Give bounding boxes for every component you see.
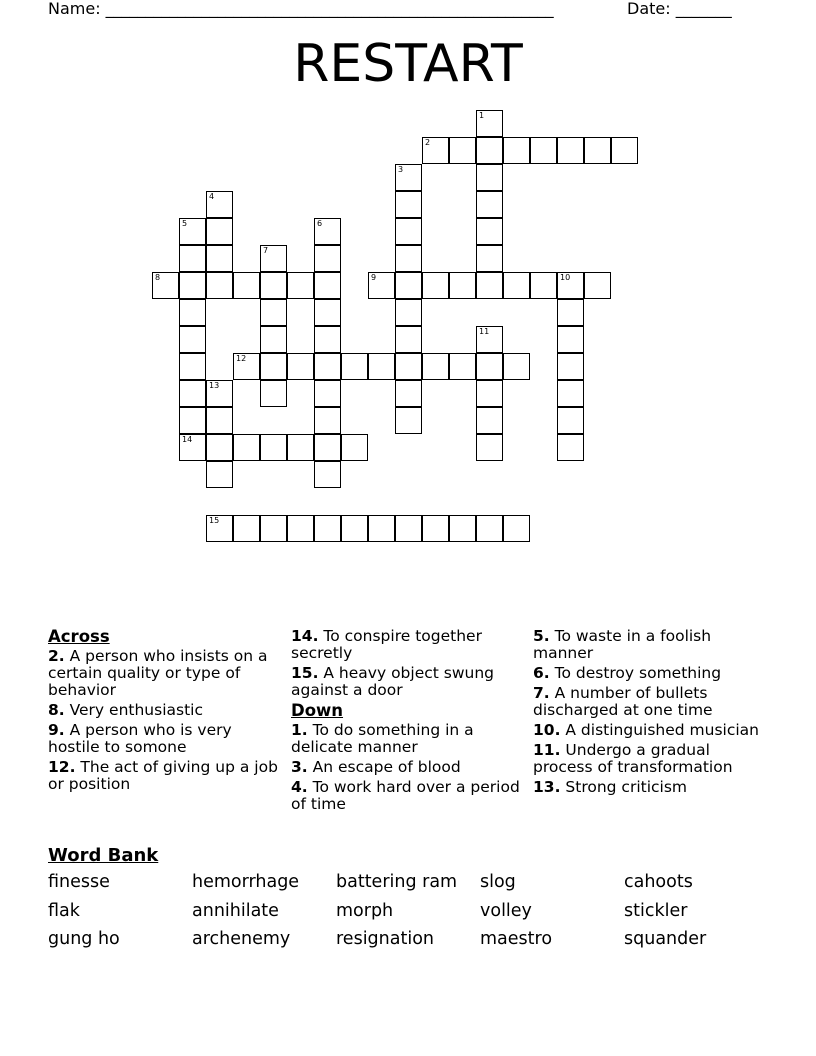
grid-cell: [503, 515, 530, 542]
grid-cell: [476, 137, 503, 164]
grid-cell: [422, 137, 449, 164]
grid-cell: [179, 380, 206, 407]
grid-cell: [260, 326, 287, 353]
clue-across-15: 15. A heavy object swung against a door: [291, 664, 494, 699]
grid-cell: [260, 299, 287, 326]
grid-cell: [395, 245, 422, 272]
clue-number: 10: [560, 273, 571, 282]
grid-cell: [476, 353, 503, 380]
grid-cell: [557, 380, 584, 407]
grid-cell: [449, 353, 476, 380]
word-bank-item: annihilate: [192, 901, 279, 921]
word-bank-item: hemorrhage: [192, 872, 300, 892]
clue-down-11: 11. Undergo a gradual process of transformation: [533, 741, 733, 776]
clue-across-12: 12. The act of giving up a job or position: [48, 758, 278, 793]
grid-cell: [179, 272, 206, 299]
across-heading: Across: [48, 627, 110, 646]
grid-cell: [341, 434, 368, 461]
grid-cell: [314, 299, 341, 326]
grid-cell: [314, 461, 341, 488]
clue-number: 1: [479, 111, 485, 120]
grid-cell: [314, 515, 341, 542]
grid-cell: [206, 461, 233, 488]
grid-cell: [368, 515, 395, 542]
word-bank-item: volley: [480, 901, 532, 921]
grid-cell: [314, 353, 341, 380]
grid-cell: [314, 272, 341, 299]
grid-cell: [206, 245, 233, 272]
grid-cell: [476, 110, 503, 137]
grid-cell: [395, 407, 422, 434]
grid-cell: [314, 434, 341, 461]
word-bank-item: archenemy: [192, 929, 291, 949]
grid-cell: [557, 137, 584, 164]
grid-cell: [341, 515, 368, 542]
grid-cell: [179, 353, 206, 380]
word-bank-title: Word Bank: [48, 845, 159, 866]
grid-cell: [260, 515, 287, 542]
grid-cell: [287, 434, 314, 461]
grid-cell: [503, 353, 530, 380]
clue-across-2: 2. A person who insists on a certain quality or type of behavior: [48, 647, 268, 699]
clue-down-1: 1. To do something in a delicate manner: [291, 721, 474, 756]
grid-cell: [287, 353, 314, 380]
grid-cell: [395, 191, 422, 218]
grid-cell: [476, 380, 503, 407]
clue-number: 3: [398, 165, 404, 174]
grid-cell: [341, 353, 368, 380]
grid-cell: [260, 245, 287, 272]
clue-number: 6: [317, 219, 323, 228]
word-bank-item: flak: [48, 901, 80, 921]
grid-cell: [449, 137, 476, 164]
grid-cell: [395, 326, 422, 353]
grid-cell: [233, 434, 260, 461]
grid-cell: [449, 515, 476, 542]
grid-cell: [476, 191, 503, 218]
grid-cell: [206, 407, 233, 434]
grid-cell: [476, 245, 503, 272]
grid-cell: [530, 137, 557, 164]
grid-cell: [395, 515, 422, 542]
word-bank-item: morph: [336, 901, 394, 921]
grid-cell: [503, 137, 530, 164]
grid-cell: [557, 353, 584, 380]
grid-cell: [314, 245, 341, 272]
clue-number: 11: [479, 327, 490, 336]
grid-cell: [152, 272, 179, 299]
date-field-label: Date: _______: [627, 0, 732, 18]
grid-cell: [206, 272, 233, 299]
grid-cell: [314, 218, 341, 245]
grid-cell: [287, 272, 314, 299]
grid-cell: [179, 407, 206, 434]
grid-cell: [476, 407, 503, 434]
word-bank-item: gung ho: [48, 929, 120, 949]
grid-cell: [557, 299, 584, 326]
word-bank-item: battering ram: [336, 872, 458, 892]
clue-number: 8: [155, 273, 161, 282]
grid-cell: [449, 272, 476, 299]
clue-across-14: 14. To conspire together secretly: [291, 627, 482, 662]
grid-cell: [233, 272, 260, 299]
clue-down-13: 13. Strong criticism: [533, 778, 688, 796]
grid-cell: [557, 434, 584, 461]
grid-cell: [314, 380, 341, 407]
grid-cell: [557, 407, 584, 434]
grid-cell: [206, 191, 233, 218]
grid-cell: [395, 164, 422, 191]
grid-cell: [395, 353, 422, 380]
grid-cell: [476, 272, 503, 299]
grid-cell: [557, 326, 584, 353]
grid-cell: [584, 137, 611, 164]
grid-cell: [584, 272, 611, 299]
grid-cell: [476, 515, 503, 542]
grid-cell: [287, 515, 314, 542]
grid-cell: [179, 434, 206, 461]
grid-cell: [314, 407, 341, 434]
grid-cell: [260, 353, 287, 380]
grid-cell: [179, 326, 206, 353]
word-bank-item: squander: [624, 929, 707, 949]
grid-cell: [179, 245, 206, 272]
clue-number: 4: [209, 192, 215, 201]
clue-number: 5: [182, 219, 188, 228]
grid-cell: [395, 380, 422, 407]
clue-number: 9: [371, 273, 377, 282]
grid-cell: [476, 326, 503, 353]
grid-cell: [368, 272, 395, 299]
clue-down-4: 4. To work hard over a period of time: [291, 778, 520, 813]
grid-cell: [422, 515, 449, 542]
grid-cell: [422, 272, 449, 299]
grid-cell: [233, 515, 260, 542]
grid-cell: [206, 380, 233, 407]
grid-cell: [260, 380, 287, 407]
grid-cell: [557, 272, 584, 299]
clue-number: 7: [263, 246, 269, 255]
clue-across-8: 8. Very enthusiastic: [48, 701, 203, 719]
grid-cell: [206, 515, 233, 542]
clue-number: 13: [209, 381, 220, 390]
clue-number: 14: [182, 435, 193, 444]
grid-cell: [611, 137, 638, 164]
grid-cell: [395, 272, 422, 299]
clue-number: 2: [425, 138, 431, 147]
word-bank-item: slog: [480, 872, 516, 892]
word-bank-item: resignation: [336, 929, 435, 949]
grid-cell: [476, 434, 503, 461]
grid-cell: [368, 353, 395, 380]
grid-cell: [206, 218, 233, 245]
word-bank-item: maestro: [480, 929, 553, 949]
grid-cell: [476, 218, 503, 245]
word-bank-item: cahoots: [624, 872, 693, 892]
clue-across-9: 9. A person who is very hostile to somone: [48, 721, 232, 756]
grid-cell: [233, 353, 260, 380]
grid-cell: [503, 272, 530, 299]
clues-column-3: [533, 628, 763, 799]
clues-column-2: [291, 628, 527, 816]
grid-cell: [260, 434, 287, 461]
grid-cell: [179, 218, 206, 245]
clue-down-10: 10. A distinguished musician: [533, 721, 759, 739]
clue-number: 12: [236, 354, 247, 363]
clues-column-1: [48, 628, 284, 796]
page-title: RESTART: [293, 34, 523, 94]
down-heading: Down: [291, 701, 344, 720]
grid-cell: [314, 326, 341, 353]
clue-down-7: 7. A number of bullets discharged at one time: [533, 684, 713, 719]
clue-down-5: 5. To waste in a foolish manner: [533, 627, 712, 662]
grid-cell: [395, 218, 422, 245]
grid-cell: [476, 164, 503, 191]
clue-down-3: 3. An escape of blood: [291, 758, 461, 776]
clue-number: 15: [209, 516, 220, 525]
grid-cell: [260, 272, 287, 299]
clue-down-6: 6. To destroy something: [533, 664, 722, 682]
grid-cell: [179, 299, 206, 326]
grid-cell: [395, 299, 422, 326]
grid-cell: [422, 353, 449, 380]
name-field-label: Name: ________________________________________________________: [48, 0, 554, 18]
grid-cell: [530, 272, 557, 299]
word-bank-item: finesse: [48, 872, 110, 892]
word-bank-item: stickler: [624, 901, 688, 921]
grid-cell: [206, 434, 233, 461]
